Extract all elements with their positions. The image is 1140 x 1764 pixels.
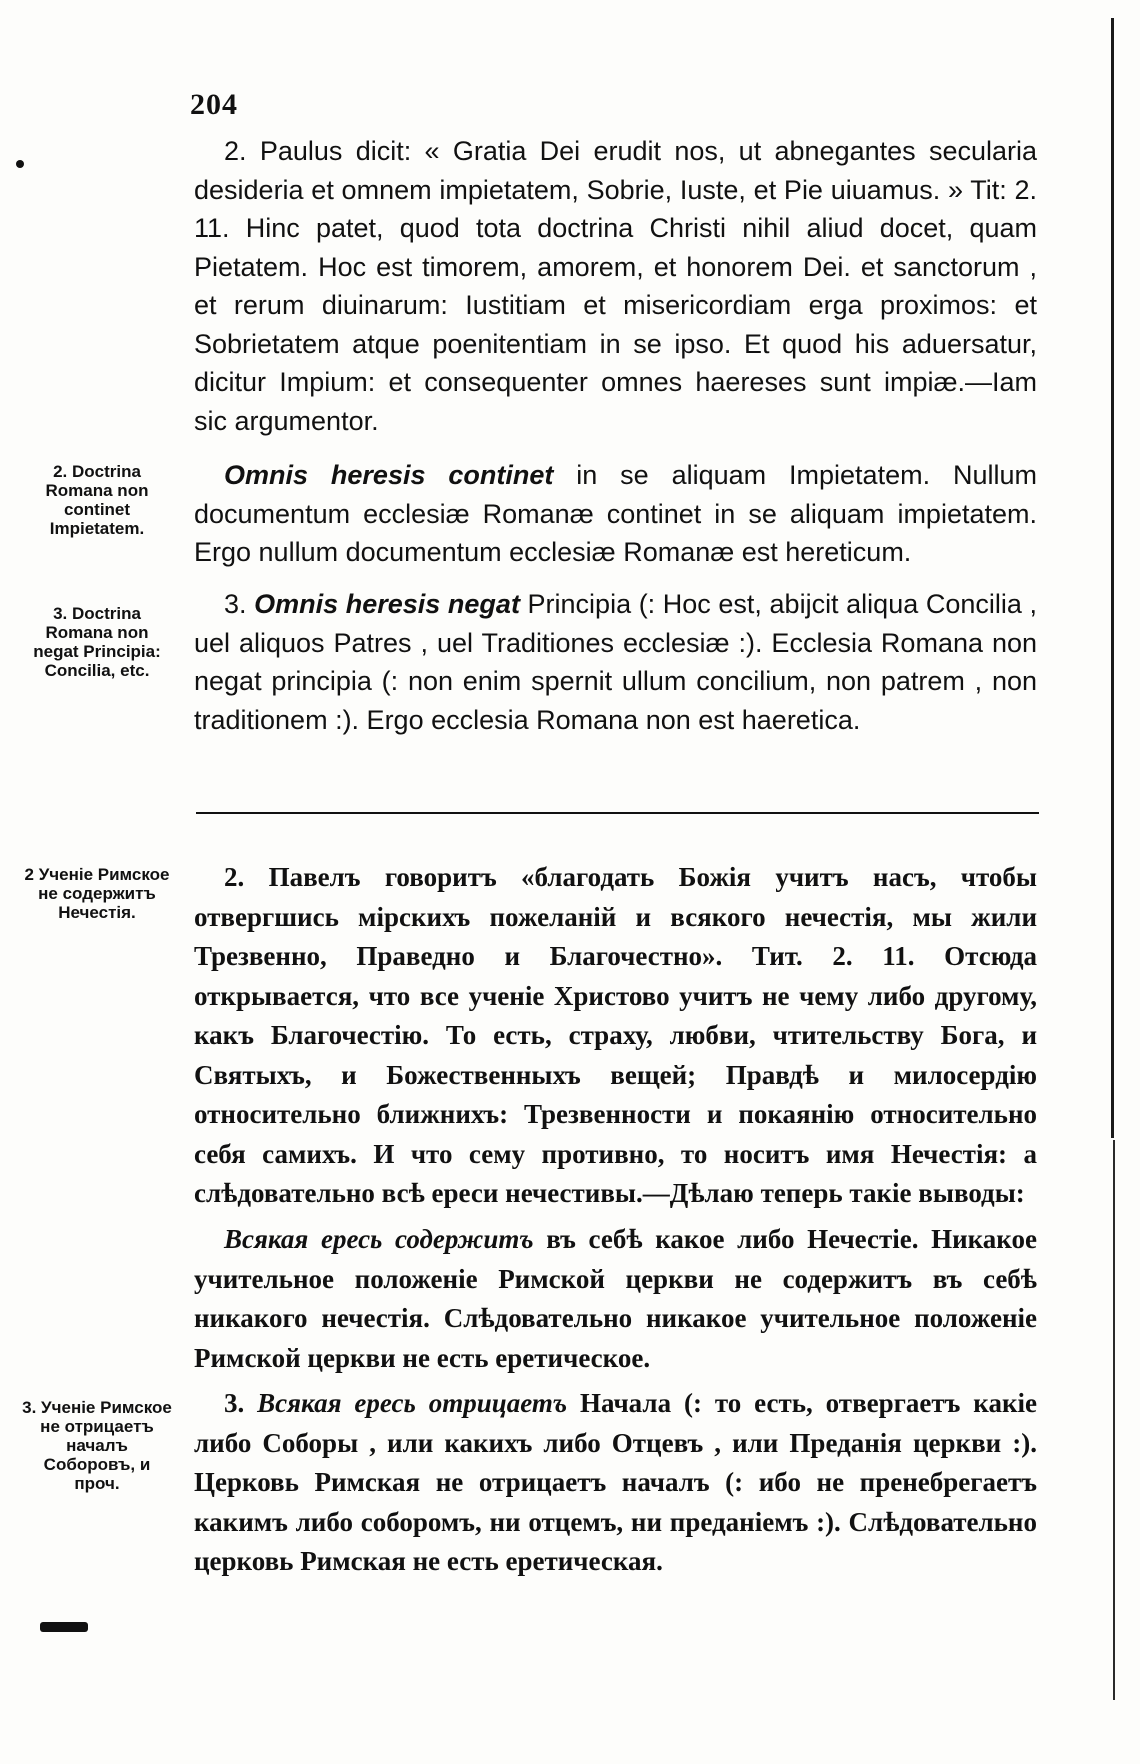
- russian-margin-note-3: 3. Ученіе Римское не отрицаетъ началъ Соборовъ, и проч.: [22, 1398, 172, 1493]
- latin-paragraph-3-text: [194, 585, 1037, 739]
- latin-paragraph-2-text: 2. Paulus dicit: « Gratia Dei erudit nos, ut abnegantes secularia desideria et omnem impietatem, Sobrie, Iuste, et Pie uiuamus. » Tit: 2. 11. Hinc patet, quod tota doctrina Christi nihil aliud docet, quam Pietatem. Hoc est timorem, amorem, et honorem Dei. et sanctorum , et rerum diuinarum: Iustitiam et misericordiam erga proximos: et Sobrietatem atque poenitentiam in se ipso. Et quod his aduersatur, dicitur Impium: et consequenter omnes haereses sunt impiæ.—Iam sic argumentor.: [194, 136, 1037, 436]
- scan-edge-line: [1111, 18, 1114, 1138]
- russian-margin-note-2: 2 Ученіе Римское не содержитъ Нечестія.: [24, 865, 170, 922]
- section-divider-rule: [196, 812, 1039, 814]
- russian-paragraph-3: [194, 1384, 1037, 1582]
- latin-margin-note-3: 3. Doctrina Romana non negat Principia: Concilia, etc.: [33, 604, 161, 680]
- russian-syllogism-2-text: [194, 1220, 1037, 1378]
- russian-syllogism-2-major: Всякая ересь содержитъ: [224, 1224, 534, 1254]
- latin-paragraph-3-number: 3.: [224, 589, 255, 619]
- latin-margin-note-2: 2. Doctrina Romana non continet Impietatem.: [45, 462, 149, 538]
- russian-paragraph-3-number: 3.: [224, 1388, 258, 1418]
- scan-edge-line-lower: [1113, 1140, 1115, 1700]
- latin-paragraph-3: [194, 585, 1037, 739]
- ink-dash-mark: [40, 1622, 88, 1632]
- russian-syllogism-2: [194, 1220, 1037, 1378]
- latin-paragraph-2: [194, 132, 1037, 440]
- latin-syllogism-2-rest: in se aliquam Impietatem. Nullum documentum ecclesiæ Romanæ continet in se aliquam impietatem. Ergo nullum documentum ecclesiæ Romanæ est hereticum.: [194, 460, 1037, 567]
- russian-paragraph-3-rest: Начала (: то есть, отвергаетъ какіе либо Соборы , или какихъ либо Отцевъ , или Преданія церкви :). Церковь Римская не отрицаетъ началъ (: ибо не пренебрегаетъ какимъ либо соборомъ, ни отцемъ, ни преданіемъ :). Слѣдовательно церковь Римская не есть еретическая.: [194, 1388, 1037, 1576]
- latin-syllogism-2: [194, 456, 1037, 572]
- ink-dot: [16, 160, 24, 168]
- russian-paragraph-2-text: 2. Павелъ говоритъ «благодать Божія учитъ насъ, чтобы отвергшись мірскихъ пожеланій и всякого нечестія, мы жили Трезвенно, Праведно и Благочестно». Тит. 2. 11. Отсюда открывается, что все ученіе Христово учитъ не чему либо другому, какъ Благочестію. То есть, страху, любви, чтительству Бога, и Святыхъ, и Божественныхъ вещей; Правдѣ и милосердію относительно ближнихъ: Трезвенности и покаянію относительно себя самихъ. И что сему противно, то носитъ имя Нечестія: а слѣдовательно всѣ ереси нечестивы.—Дѣлаю теперь такіе выводы:: [194, 862, 1037, 1208]
- latin-paragraph-3-rest: Principia (: Hoc est, abijcit aliqua Concilia , uel aliquos Patres , uel Traditiones ecclesiæ :). Ecclesia Romana non negat principia (: non enim spernit ullum concilium, non patrem , non traditionem :). Ergo ecclesia Romana non est haeretica.: [194, 589, 1037, 735]
- latin-paragraph-3-major: Omnis heresis negat: [254, 589, 520, 619]
- latin-syllogism-2-text: [194, 456, 1037, 572]
- page-number: 204: [190, 88, 238, 121]
- latin-syllogism-2-major: Omnis heresis continet: [224, 460, 554, 490]
- russian-paragraph-2: [194, 858, 1037, 1214]
- russian-syllogism-2-rest: въ себѣ какое либо Нечестіе. Никакое учительное положеніе Римской церкви не содержитъ въ себѣ никакого нечестія. Слѣдовательно никакое учительное положеніе Римской церкви не есть еретическое.: [194, 1224, 1037, 1373]
- russian-paragraph-3-major: Всякая ересь отрицаетъ: [257, 1388, 568, 1418]
- russian-paragraph-3-text: [194, 1384, 1037, 1582]
